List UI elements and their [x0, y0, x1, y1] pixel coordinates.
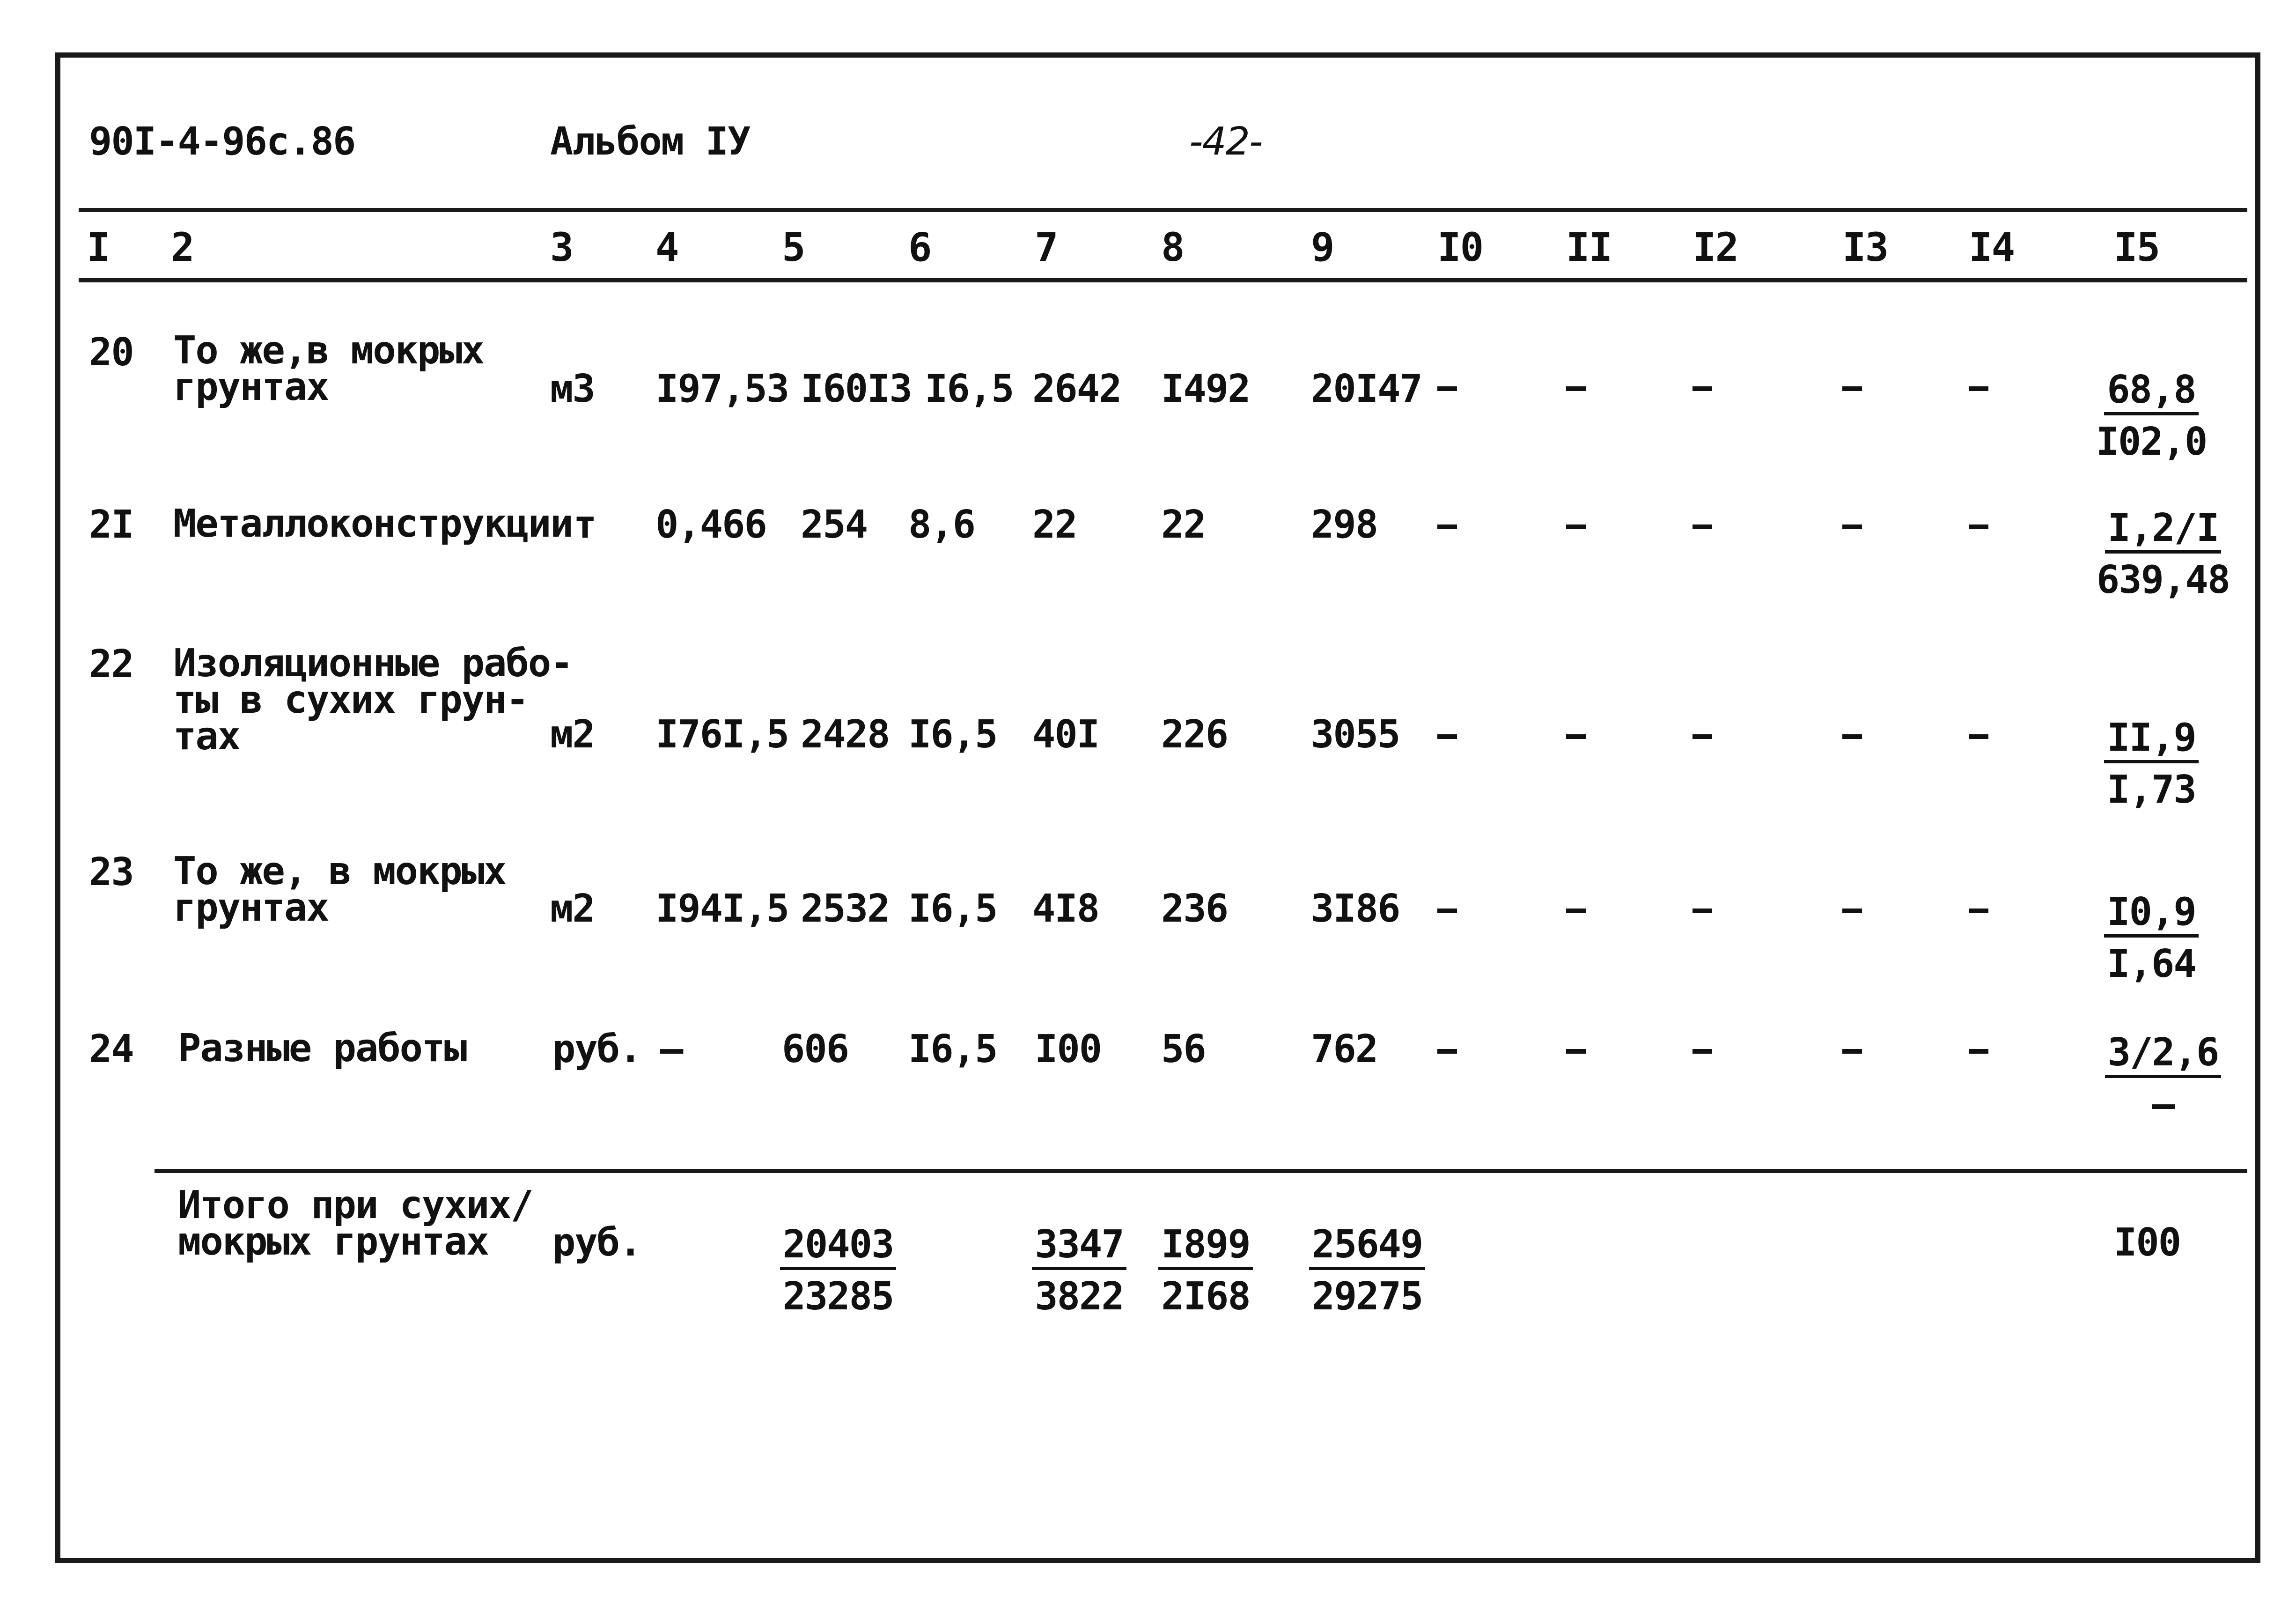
dash-mark	[1969, 386, 1988, 391]
cell-c7: 40I	[1032, 712, 1099, 757]
total-label: Итого при сухих/ мокрых грунтах	[178, 1183, 533, 1264]
cell-c9: 3I86	[1311, 886, 1400, 931]
dash-mark	[1842, 1049, 1862, 1054]
cell-c7: 22	[1032, 502, 1077, 547]
item-name: Изоляционные рабо- ты в сухих грун- тах	[173, 641, 573, 759]
total-unit: руб.	[552, 1220, 641, 1265]
cell-c7: 4I8	[1032, 886, 1099, 931]
col-1-header: I	[87, 224, 110, 270]
dash-mark	[1566, 734, 1586, 739]
dash-mark	[1437, 909, 1457, 913]
page-number: -42-	[1189, 119, 1262, 164]
cell-c9: 298	[1311, 502, 1378, 547]
col-14-header: I4	[1969, 224, 2015, 270]
cell-c6: I6,5	[908, 1027, 997, 1071]
cell-c6: 8,6	[908, 502, 975, 547]
dash-mark	[1566, 386, 1586, 391]
cell-c4: I94I,5	[655, 886, 789, 931]
cell-c8: 236	[1161, 886, 1228, 931]
dash-mark	[1693, 1049, 1712, 1054]
cell-c9: 3055	[1311, 712, 1400, 757]
cell-c4: –	[660, 1027, 683, 1071]
row-number: 24	[89, 1027, 133, 1071]
cell-c8: 226	[1161, 712, 1228, 757]
row-number: 20	[89, 330, 133, 375]
item-name: То же,в мокрых грунтах	[173, 328, 484, 409]
dash-mark	[1842, 386, 1862, 391]
total-c5: $\frac{20403}{23285}$	[768, 1222, 908, 1316]
dash-mark	[1693, 734, 1712, 739]
cell-c5: 606	[782, 1027, 849, 1071]
dash-mark	[1842, 734, 1862, 739]
cell-c8: 56	[1161, 1027, 1206, 1071]
cell-c15: $\frac{I,2/I}{639,48}$	[2096, 506, 2230, 602]
album-label: Альбом IУ	[550, 119, 750, 164]
dash-mark	[1566, 909, 1586, 913]
cell-c15: $\frac{II,9}{I,73}$	[2060, 716, 2243, 809]
total-rule	[155, 1169, 2247, 1173]
cell-c15: 3/2,6 –	[2079, 1030, 2247, 1124]
row-number: 2I	[89, 502, 133, 547]
cell-c6: I6,5	[925, 367, 1014, 411]
cell-c4: I97,53	[655, 367, 789, 411]
dash-mark	[1437, 524, 1457, 529]
dash-mark	[1566, 1049, 1586, 1054]
unit: т	[574, 502, 596, 547]
cell-c9: 762	[1311, 1027, 1378, 1071]
unit: м2	[550, 886, 595, 931]
col-10-header: I0	[1437, 224, 1483, 270]
cell-c6: I6,5	[908, 886, 997, 931]
col-2-header: 2	[171, 224, 194, 270]
unit: м3	[550, 367, 595, 411]
dash-mark	[1969, 909, 1988, 913]
col-3-header: 3	[550, 224, 573, 270]
dash-mark	[1566, 524, 1586, 529]
cell-c5: I60I3	[801, 367, 912, 411]
col-9-header: 9	[1311, 224, 1334, 270]
item-name: То же, в мокрых грунтах	[173, 849, 506, 930]
col-15-header: I5	[2114, 224, 2160, 270]
cell-c9: 20I47	[1311, 367, 1422, 411]
dash-mark	[1693, 909, 1712, 913]
col-6-header: 6	[908, 224, 931, 270]
dash-mark	[1437, 1049, 1457, 1054]
cell-c5: 254	[801, 502, 868, 547]
dash-mark	[1693, 386, 1712, 391]
col-7-header: 7	[1035, 224, 1058, 270]
header-rule-top	[79, 208, 2247, 212]
total-c9: $\frac{25649}{29275}$	[1297, 1222, 1437, 1316]
cell-c5: 2532	[801, 886, 890, 931]
item-name: Металлоконструкции	[173, 502, 573, 546]
cell-c8: 22	[1161, 502, 1206, 547]
total-c15: I00	[2114, 1220, 2181, 1265]
cell-c15: $\frac{68,8}{I02,0}$	[2096, 368, 2207, 464]
total-c8: $\frac{I899}{2I68}$	[1147, 1222, 1264, 1316]
total-c7: $\frac{3347}{3822}$	[1021, 1222, 1138, 1316]
cell-c7: I00	[1035, 1027, 1102, 1071]
cell-c15: $\frac{I0,9}{I,64}$	[2060, 890, 2243, 983]
cell-c6: I6,5	[908, 712, 997, 757]
dash-mark	[1969, 524, 1988, 529]
row-number: 23	[89, 850, 133, 894]
dash-mark	[1842, 524, 1862, 529]
col-8-header: 8	[1161, 224, 1184, 270]
col-12-header: I2	[1693, 224, 1738, 270]
dash-mark	[1693, 524, 1712, 529]
dash-mark	[1842, 909, 1862, 913]
document-code: 90I-4-96с.86	[89, 119, 355, 164]
unit: руб.	[552, 1027, 641, 1071]
col-5-header: 5	[782, 224, 805, 270]
cell-c4: 0,466	[655, 502, 766, 547]
dash-mark	[1437, 734, 1457, 739]
dash-mark	[1969, 1049, 1988, 1054]
item-name: Разные работы	[178, 1026, 466, 1071]
cell-c8: I492	[1161, 367, 1250, 411]
dash-mark	[1437, 386, 1457, 391]
col-13-header: I3	[1842, 224, 1888, 270]
row-number: 22	[89, 642, 133, 687]
cell-c4: I76I,5	[655, 712, 789, 757]
cell-c5: 2428	[801, 712, 890, 757]
cell-c7: 2642	[1032, 367, 1121, 411]
header-rule-bottom	[79, 278, 2247, 282]
unit: м2	[550, 712, 595, 757]
col-4-header: 4	[655, 224, 678, 270]
dash-mark	[1969, 734, 1988, 739]
col-11-header: II	[1566, 224, 1612, 270]
